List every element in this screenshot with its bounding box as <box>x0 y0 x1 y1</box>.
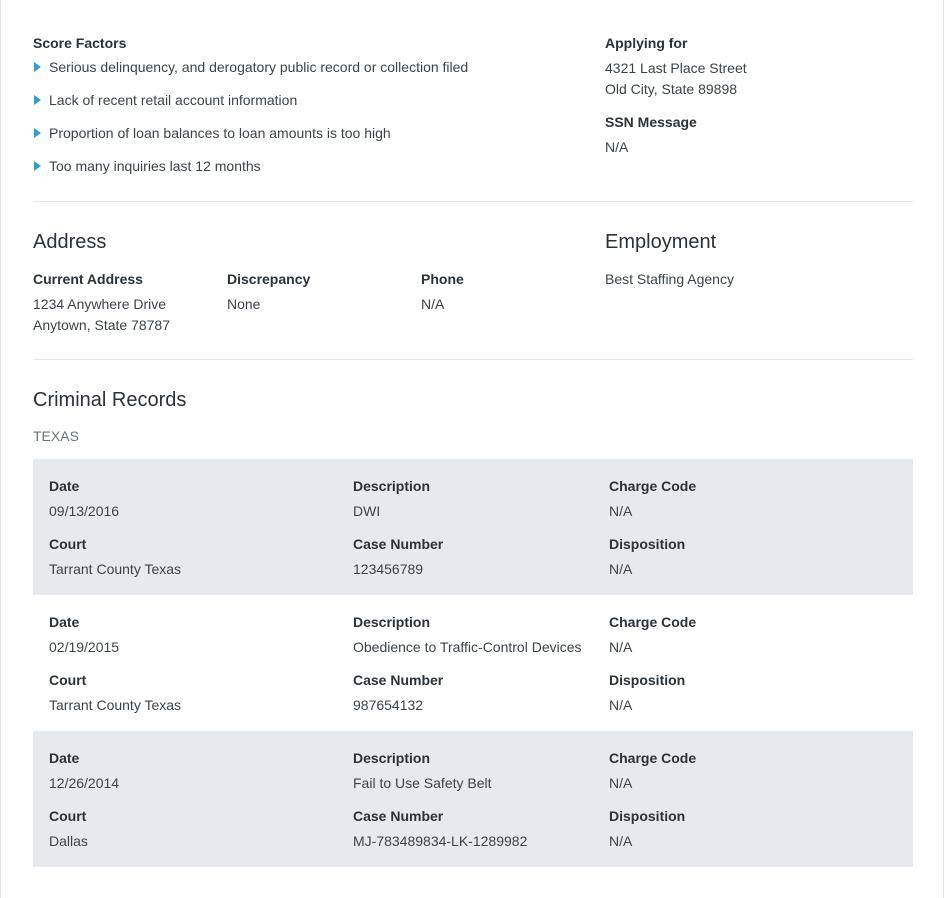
applying-for-block <box>605 33 905 158</box>
employment-block <box>605 228 905 290</box>
current-address-line1: 1234 Anywhere Drive <box>33 296 167 312</box>
record-description: Description Fail to Use Safety Belt <box>353 750 492 791</box>
record-case-number: Case Number 123456789 <box>353 536 444 577</box>
section-divider <box>33 201 913 202</box>
record-disposition: Disposition N/A <box>609 536 686 577</box>
score-factor-item: Lack of recent retail account information <box>33 90 913 123</box>
current-address-line2: Anytown, State 78787 <box>33 317 170 333</box>
record-court: Court Tarrant County Texas <box>49 672 182 713</box>
bullet-triangle-icon <box>34 128 41 138</box>
employment-value: Best Staffing Agency <box>605 271 734 287</box>
score-factors-title: Score Factors <box>33 35 127 51</box>
criminal-record-row <box>33 731 913 867</box>
state-label: TEXAS <box>33 428 79 444</box>
record-description: Description Obedience to Traffic-Control Devices <box>353 614 582 655</box>
ssn-message-value: N/A <box>605 139 629 155</box>
employment-heading: Employment <box>605 231 717 253</box>
address-heading <box>33 228 106 256</box>
record-date: Date 02/19/2015 <box>49 614 120 655</box>
record-court: Court Tarrant County Texas <box>49 536 182 577</box>
discrepancy-value: None <box>227 296 261 312</box>
applying-for-line1: 4321 Last Place Street <box>605 60 747 76</box>
record-date: Date 12/26/2014 <box>49 750 120 791</box>
record-case-number: Case Number 987654132 <box>353 672 444 713</box>
current-address-label: Current Address <box>33 271 143 287</box>
record-charge-code: Charge Code N/A <box>609 614 697 655</box>
applying-for-label: Applying for <box>605 35 688 51</box>
record-description: Description DWI <box>353 478 431 519</box>
score-factor-item: Proportion of loan balances to loan amounts is too high <box>33 123 913 156</box>
section-divider <box>33 359 913 360</box>
criminal-records-heading <box>33 386 186 414</box>
record-charge-code: Charge Code N/A <box>609 750 697 791</box>
criminal-record-row <box>33 459 913 595</box>
record-charge-code: Charge Code N/A <box>609 478 697 519</box>
record-case-number: Case Number MJ-783489834-LK-1289982 <box>353 808 528 849</box>
ssn-message-label: SSN Message <box>605 114 697 130</box>
phone-label: Phone <box>421 271 464 287</box>
score-factor-item: Serious delinquency, and derogatory public record or collection filed <box>33 57 913 90</box>
address-heading-text: Address <box>33 231 107 253</box>
bullet-triangle-icon <box>34 95 41 105</box>
criminal-record-row <box>33 595 913 731</box>
applying-for-line2: Old City, State 89898 <box>605 81 738 97</box>
discrepancy-block <box>227 269 417 315</box>
current-address-block <box>33 269 223 336</box>
discrepancy-label: Discrepancy <box>227 271 311 287</box>
score-factor-item: Too many inquiries last 12 months <box>33 156 913 189</box>
record-disposition: Disposition N/A <box>609 808 686 849</box>
phone-value: N/A <box>421 296 445 312</box>
criminal-records-heading-text: Criminal Records <box>33 389 187 411</box>
bullet-triangle-icon <box>34 62 41 72</box>
phone-block <box>421 269 601 315</box>
record-date: Date 09/13/2016 <box>49 478 120 519</box>
record-court: Court Dallas <box>49 808 88 849</box>
bullet-triangle-icon <box>34 161 41 171</box>
record-disposition: Disposition N/A <box>609 672 686 713</box>
